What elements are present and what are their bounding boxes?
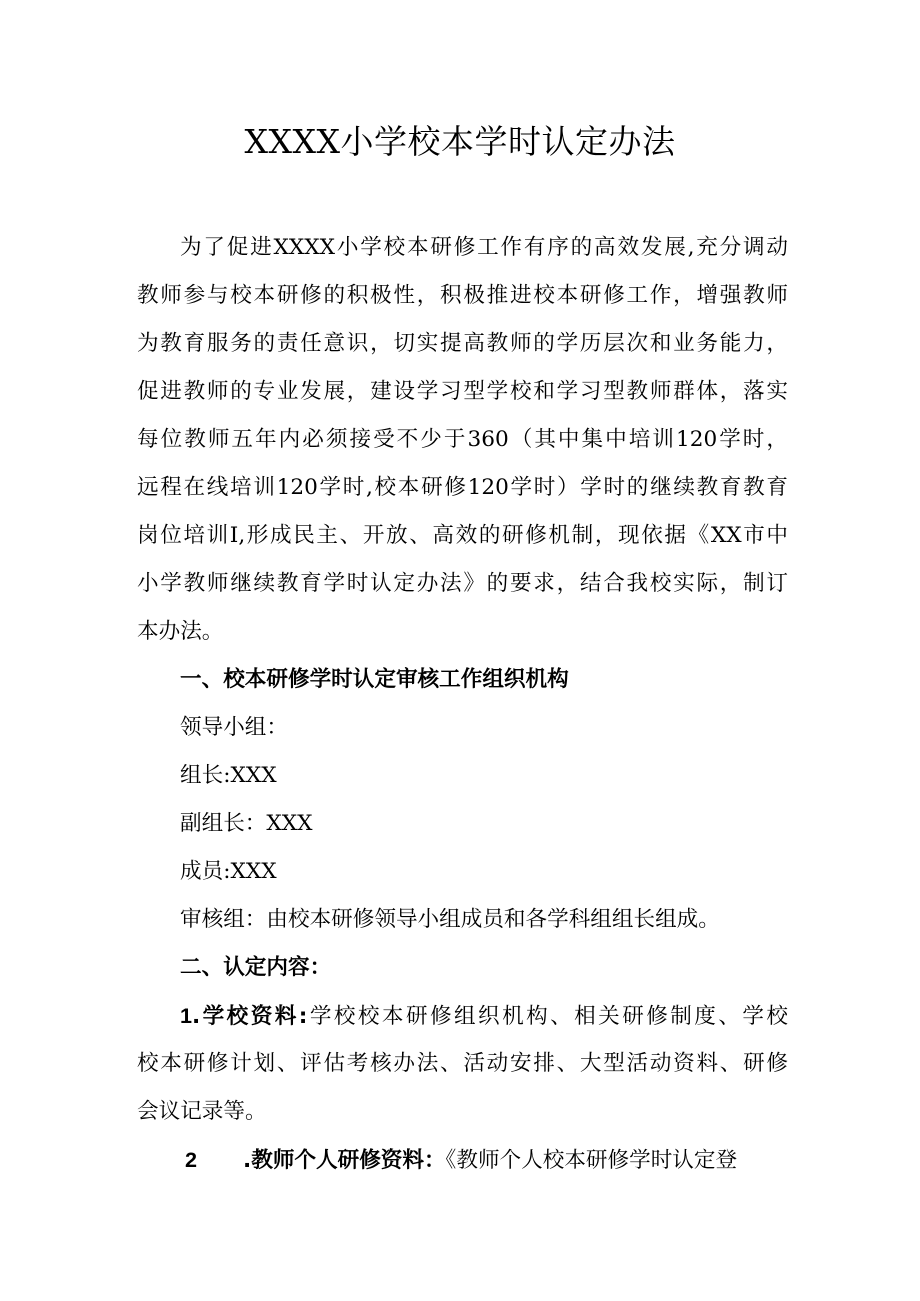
intro-line: 每位教师五年内必须接受不少于360（其中集中培训120学时， — [137, 427, 788, 452]
item-number: 2 — [185, 1147, 198, 1172]
section-2-heading: 二、认定内容： — [180, 955, 332, 980]
intro-line: 促进教师的专业发展，建设学习型学校和学习型教师群体，落实 — [137, 379, 788, 404]
intro-line: 教师参与校本研修的积极性，积极推进校本研修工作，增强教师 — [137, 283, 788, 308]
item-label: .教师个人研修资料： — [243, 1148, 446, 1173]
intro-line: 远程在线培训120学时,校本研修120学时）学时的继续教育教育 — [137, 475, 788, 500]
item-text: 校本研修计划、评估考核办法、活动安排、大型活动资料、研修 — [137, 1051, 788, 1076]
group-leader: 组长:XXX — [180, 763, 277, 788]
section-1-heading: 一、校本研修学时认定审核工作组织机构 — [180, 667, 569, 692]
item-label: .学校资料: — [192, 1004, 308, 1029]
intro-line: 为教育服务的责任意识，切实提高教师的学历层次和业务能力， — [137, 331, 788, 356]
content-item-2 — [137, 1136, 788, 1184]
item-text: 学校校本研修组织机构、相关研修制度、学校 — [307, 1004, 788, 1029]
item-text: 《教师个人校本研修学时认定登 — [445, 1148, 738, 1173]
intro-line: 本办法。 — [137, 619, 224, 644]
review-group: 审核组：由校本研修领导小组成员和各学科组组长组成。 — [180, 907, 720, 932]
intro-line: 为了促进XXXX小学校本研修工作有序的高效发展,充分调动 — [180, 235, 788, 260]
deputy-group-leader: 副组长：XXX — [180, 811, 313, 836]
group-members: 成员:XXX — [180, 859, 277, 884]
item-number: 1 — [180, 1003, 193, 1028]
document-title: XXXX小学校本学时认定办法 — [244, 122, 676, 161]
content-item-1 — [137, 992, 788, 1136]
intro-paragraph — [137, 224, 788, 656]
item-text: 会议记录等。 — [137, 1099, 267, 1124]
leading-group-label: 领导小组： — [180, 715, 288, 740]
intro-line: 小学教师继续教育学时认定办法》的要求，结合我校实际，制订 — [137, 571, 788, 596]
intro-line: 岗位培训I,形成民主、开放、高效的研修机制，现依据《XX市中 — [137, 523, 788, 548]
